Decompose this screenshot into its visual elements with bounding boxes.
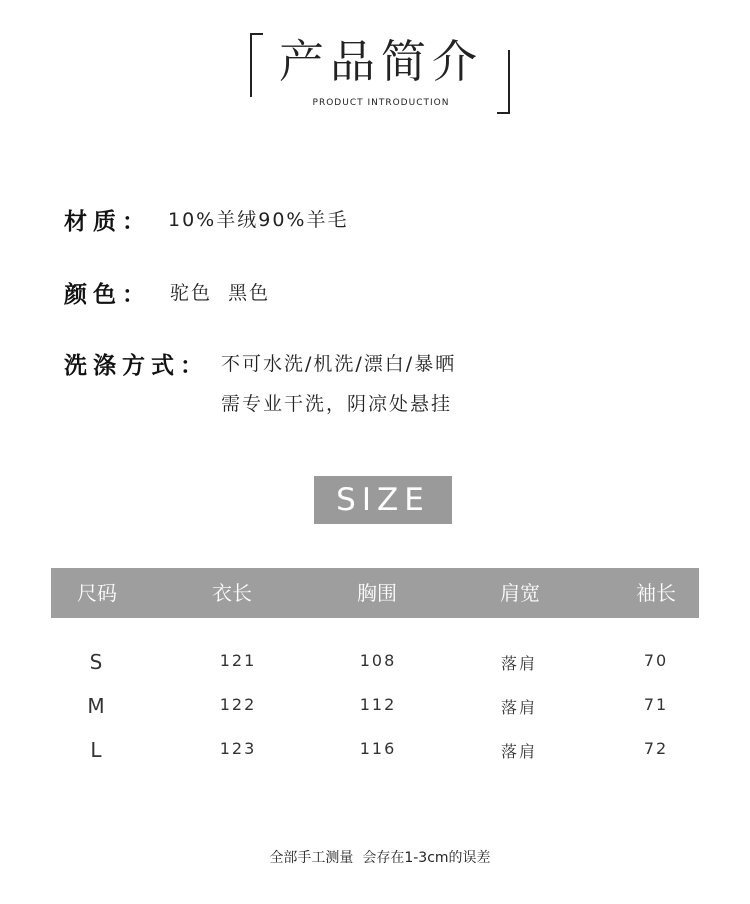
header-chest: 胸围 — [357, 581, 397, 605]
cell-chest: 112 — [359, 695, 397, 714]
header-length: 衣长 — [212, 581, 252, 605]
cell-shoulder: 落肩 — [500, 742, 537, 761]
page-title: 产品简介 — [278, 35, 483, 88]
size-badge: SIZE — [314, 476, 452, 524]
header-shoulder: 肩宽 — [500, 581, 540, 605]
header-size: 尺码 — [77, 581, 117, 605]
cell-shoulder: 落肩 — [500, 654, 537, 673]
color-value: 驼色 黑色 — [170, 282, 271, 304]
header-sleeve: 袖长 — [636, 581, 676, 605]
measurement-note: 全部手工测量 会存在1-3cm的误差 — [269, 850, 491, 866]
cell-chest: 108 — [359, 651, 397, 670]
cell-sleeve: 70 — [643, 651, 669, 670]
cell-size: M — [87, 694, 105, 718]
material-value: 10%羊绒90%羊毛 — [168, 209, 349, 231]
cell-shoulder: 落肩 — [500, 698, 537, 717]
care-line-2: 需专业干洗，阴凉处悬挂 — [221, 393, 453, 415]
size-table-header — [51, 568, 699, 618]
cell-size: S — [89, 650, 103, 674]
cell-size: L — [90, 738, 102, 762]
material-label: 材质： — [64, 209, 151, 235]
page-subtitle: PRODUCT INTRODUCTION — [312, 98, 450, 108]
care-label: 洗涤方式： — [64, 353, 209, 379]
cell-sleeve: 72 — [643, 739, 669, 758]
color-label: 颜色： — [64, 282, 151, 308]
title-bracket-open — [250, 33, 263, 97]
title-bracket-close — [497, 50, 510, 114]
cell-length: 122 — [219, 695, 257, 714]
cell-length: 121 — [219, 651, 257, 670]
cell-length: 123 — [219, 739, 257, 758]
cell-chest: 116 — [359, 739, 397, 758]
care-line-1: 不可水洗/机洗/漂白/暴晒 — [221, 353, 457, 375]
cell-sleeve: 71 — [643, 695, 669, 714]
